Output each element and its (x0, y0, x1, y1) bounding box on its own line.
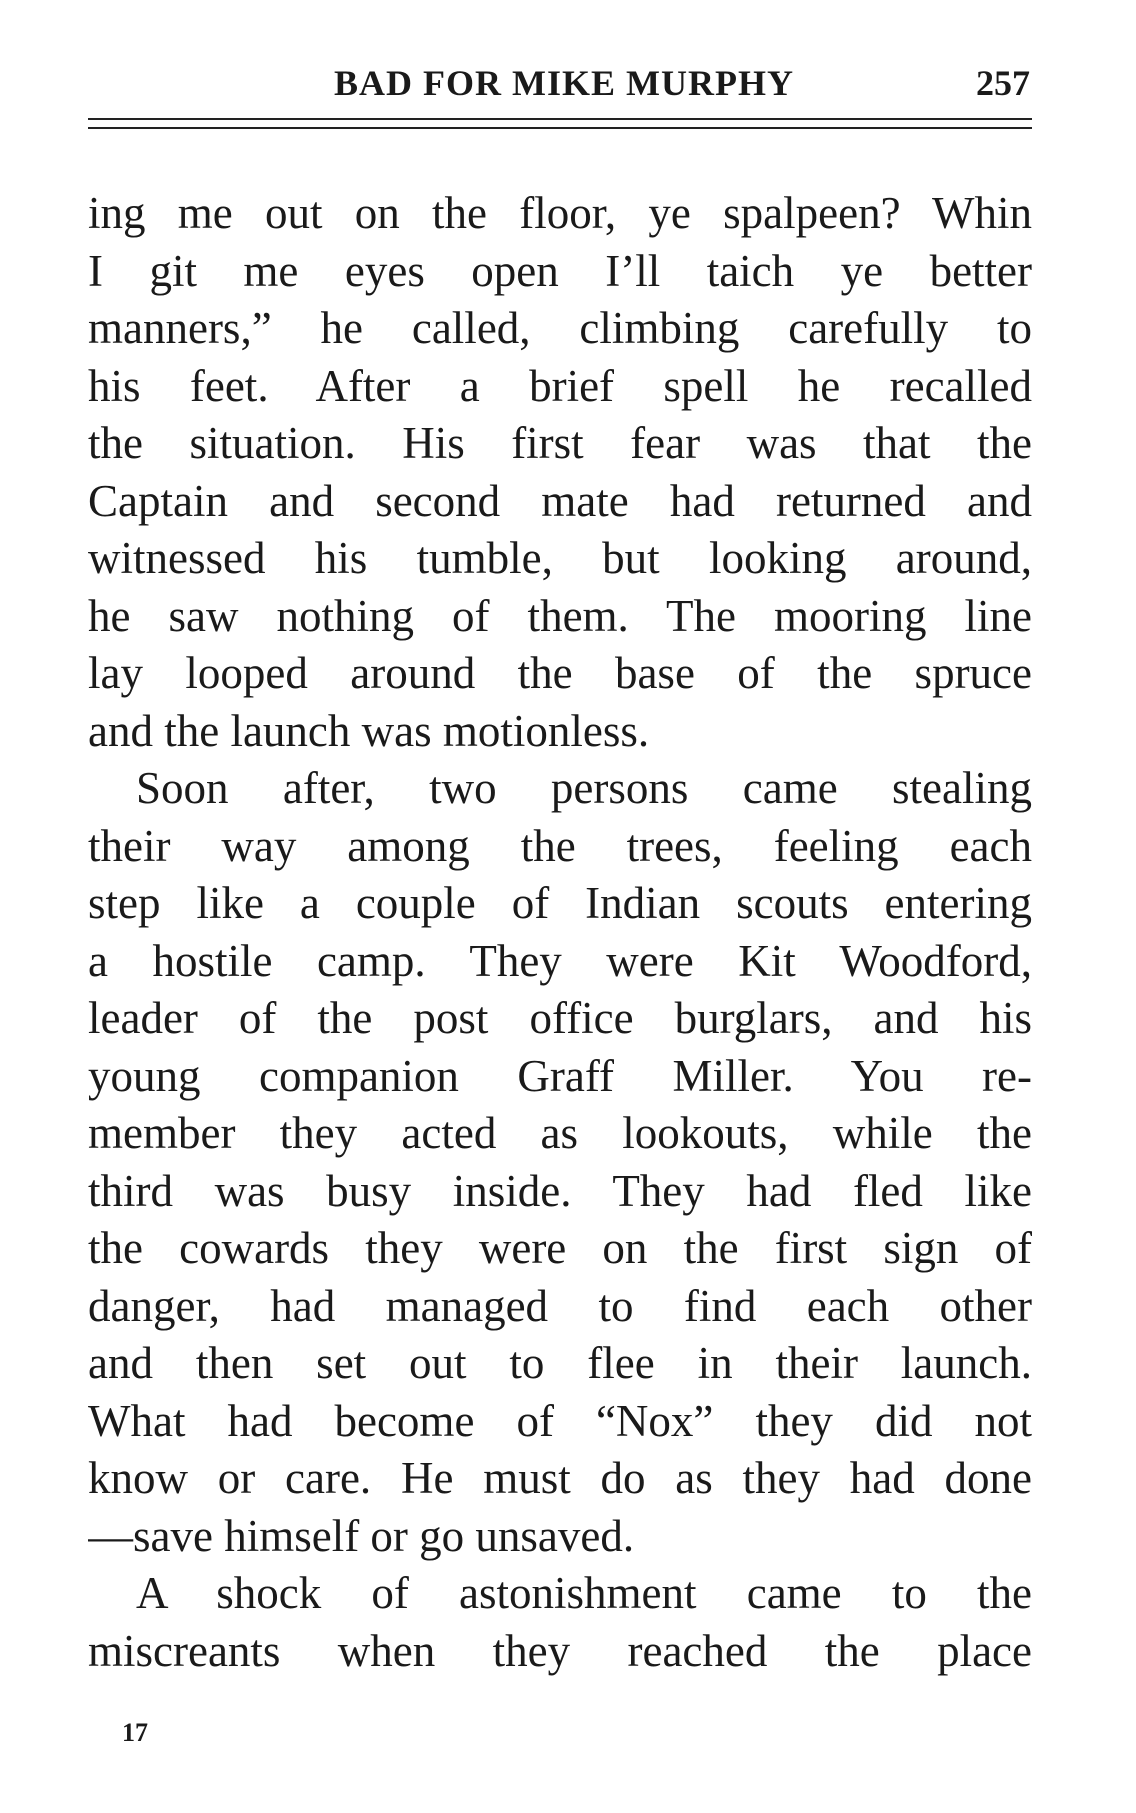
text-line: ing me out on the floor, ye spalpeen? Whin (88, 188, 1032, 238)
text-line: miscreants when they reached the place (88, 1625, 1032, 1676)
text-line: member they acted as lookouts, while the (88, 1108, 1032, 1158)
text-line: Captain and second mate had returned and (88, 475, 1032, 526)
text-line: manners,” he called, climbing carefully to (88, 303, 1032, 353)
signature-mark: 17 (122, 1718, 148, 1747)
text-line: —save himself or go unsaved. (88, 1510, 635, 1561)
text-line: leader of the post office burglars, and his (88, 993, 1032, 1043)
text-line: the cowards they were on the first sign of (88, 1223, 1032, 1273)
text-line: the situation. His first fear was that the (88, 418, 1032, 468)
running-title: BAD FOR MIKE MURPHY (334, 63, 794, 103)
text-line: witnessed his tumble, but looking around, (88, 533, 1032, 583)
text-line: know or care. He must do as they had done (88, 1453, 1032, 1503)
text-line: step like a couple of Indian scouts entering (88, 878, 1032, 928)
text-line: danger, had managed to find each other (88, 1280, 1032, 1331)
body-text (88, 185, 1032, 1680)
text-line: lay looped around the base of the spruce (88, 648, 1032, 698)
text-line: and the launch was motionless. (88, 705, 650, 756)
text-line: young companion Graff Miller. You re- (88, 1050, 1032, 1101)
text-line: Soon after, two persons came stealing (136, 763, 1032, 813)
text-line: A shock of astonishment came to the (136, 1568, 1032, 1618)
header-rule-top (88, 118, 1032, 120)
text-line: and then set out to flee in their launch. (88, 1338, 1032, 1388)
page-number: 257 (976, 63, 1030, 103)
text-line: he saw nothing of them. The mooring line (88, 590, 1032, 641)
text-line: their way among the trees, feeling each (88, 820, 1032, 871)
text-line: a hostile camp. They were Kit Woodford, (88, 935, 1032, 986)
text-line: third was busy inside. They had fled like (88, 1165, 1032, 1216)
text-line: his feet. After a brief spell he recalled (88, 360, 1032, 411)
running-head (88, 58, 1030, 110)
text-line: I git me eyes open I’ll taich ye better (88, 245, 1032, 296)
header-rule-bottom (88, 127, 1032, 129)
text-line: What had become of “Nox” they did not (88, 1395, 1032, 1446)
